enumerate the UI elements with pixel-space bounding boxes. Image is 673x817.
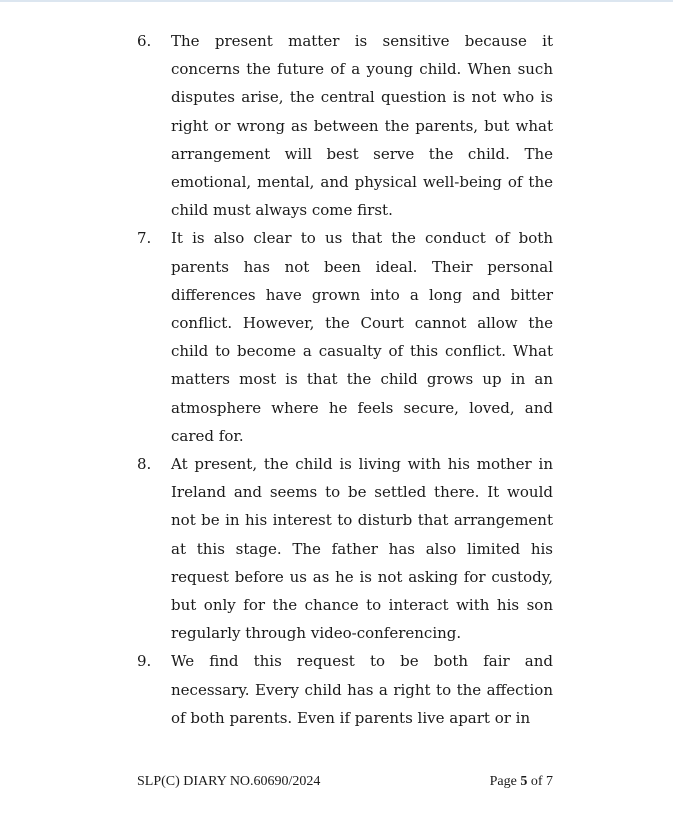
- paragraph-text: It is also clear to us that the conduct of both parents has not been ideal. Their personal differences have grown into a long and bitter conflict. However, the Court cannot allow the child to become a casualty of this conflict. What matters most is that the child grows up in an atmosphere where he feels secure, loved, and cared for.: [171, 229, 553, 445]
- paragraph-number: 8.: [137, 455, 152, 474]
- paragraph-8: [137, 450, 553, 647]
- paragraph-6: [137, 27, 553, 224]
- page-current: 5: [520, 774, 528, 789]
- paragraph-7: [137, 224, 553, 450]
- paragraph-text: At present, the child is living with his mother in Ireland and seems to be settled there. It would not be in his interest to disturb that arrangement at this stage. The father has also limited his request before us as he is not asking for custody, but only for the chance to interact with his son regularly through video-conferencing.: [171, 455, 553, 643]
- paragraph-text: The present matter is sensitive because it concerns the future of a young child. When such disputes arise, the central question is not who is right or wrong as between the parents, but what arrangement will best serve the child. The emotional, mental, and physical well-being of the child must always come first.: [171, 32, 553, 220]
- paragraph-number: 9.: [137, 652, 152, 671]
- document-body: [137, 27, 553, 732]
- paragraph-9: [137, 647, 553, 732]
- page-prefix: Page: [489, 774, 517, 789]
- paragraph-text: We find this request to be both fair and necessary. Every child has a right to the affection of both parents. Even if parents live apart or in: [171, 652, 553, 727]
- paragraph-number: 7.: [137, 229, 152, 248]
- case-number: SLP(C) DIARY NO.60690/2024: [137, 774, 321, 789]
- paragraph-number: 6.: [137, 32, 152, 50]
- page-indicator: [490, 772, 553, 792]
- page-footer: [137, 772, 553, 792]
- page-of: of: [530, 774, 543, 789]
- top-divider: [0, 0, 673, 2]
- page-total: 7: [546, 774, 553, 789]
